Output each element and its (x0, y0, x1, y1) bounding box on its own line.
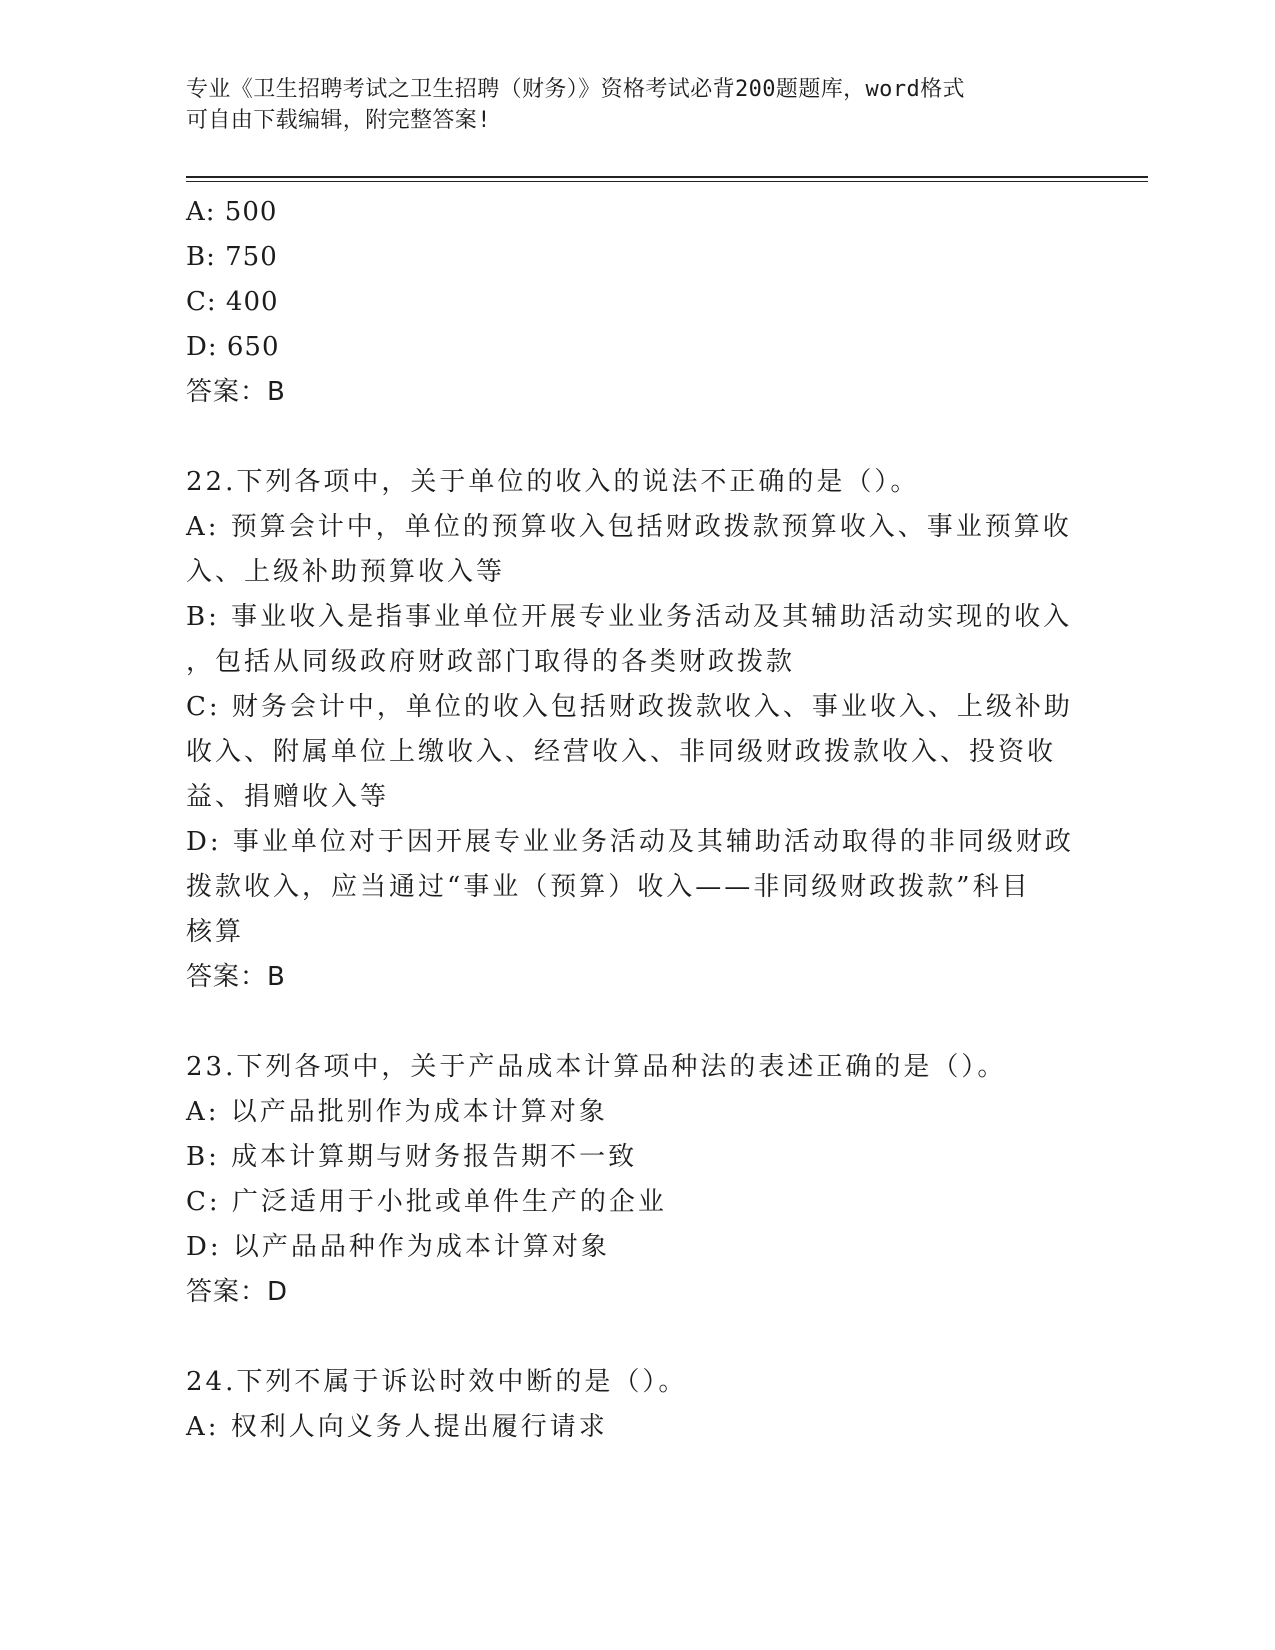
option-a: A: 500 (186, 197, 278, 227)
option-c: C: 广泛适用于小批或单件生产的企业 (186, 1187, 667, 1217)
option-b-line-1: B: 事业收入是指事业单位开展专业业务活动及其辅助活动实现的收入 (186, 602, 1073, 632)
option-c-line-3: 益、捐赠收入等 (186, 782, 390, 812)
header-divider-thick (186, 176, 1148, 178)
spacer (186, 415, 1086, 460)
answer-21: 答案：B (186, 377, 286, 407)
question-24-stem: 24.下列不属于诉讼时效中断的是（）。 (186, 1367, 688, 1397)
header-divider-thin (186, 181, 1148, 182)
option-b-line-2: ，包括从同级政府财政部门取得的各类财政拨款 (186, 647, 796, 677)
question-23 (186, 1045, 1086, 1315)
option-d-line-2: 拨款收入，应当通过“事业（预算）收入——非同级财政拨款”科目 (186, 872, 1031, 902)
answer-22: 答案：B (186, 962, 286, 992)
question-21-options (186, 190, 1086, 415)
option-a-line-2: 入、上级补助预算收入等 (186, 557, 506, 587)
question-list (186, 190, 1086, 1450)
option-a-line-1: A: 预算会计中，单位的预算收入包括财政拨款预算收入、事业预算收 (186, 512, 1072, 542)
option-d: D: 以产品品种作为成本计算对象 (186, 1232, 610, 1262)
option-a: A: 权利人向义务人提出履行请求 (186, 1412, 608, 1442)
spacer (186, 1315, 1086, 1360)
option-c-line-1: C: 财务会计中，单位的收入包括财政拨款收入、事业收入、上级补助 (186, 692, 1073, 722)
option-d: D: 650 (186, 332, 280, 362)
header-title-line-1: 专业《卫生招聘考试之卫生招聘（财务）》资格考试必背200题题库，word格式 (186, 77, 965, 102)
answer-23: 答案：D (186, 1277, 289, 1307)
question-22-stem: 22.下列各项中，关于单位的收入的说法不正确的是（）。 (186, 467, 920, 497)
document-header (186, 74, 1066, 136)
header-title-line-2: 可自由下载编辑，附完整答案! (186, 108, 491, 133)
option-a: A: 以产品批别作为成本计算对象 (186, 1097, 608, 1127)
option-d-line-3: 核算 (186, 917, 245, 947)
option-d-line-1: D: 事业单位对于因开展专业业务活动及其辅助活动取得的非同级财政 (186, 827, 1074, 857)
option-b: B: 750 (186, 242, 278, 272)
spacer (186, 1000, 1086, 1045)
question-23-stem: 23.下列各项中，关于产品成本计算品种法的表述正确的是（）。 (186, 1052, 1007, 1082)
option-b: B: 成本计算期与财务报告期不一致 (186, 1142, 638, 1172)
question-22 (186, 460, 1086, 1000)
question-24 (186, 1360, 1086, 1450)
option-c-line-2: 收入、附属单位上缴收入、经营收入、非同级财政拨款收入、投资收 (186, 737, 1057, 767)
option-c: C: 400 (186, 287, 279, 317)
